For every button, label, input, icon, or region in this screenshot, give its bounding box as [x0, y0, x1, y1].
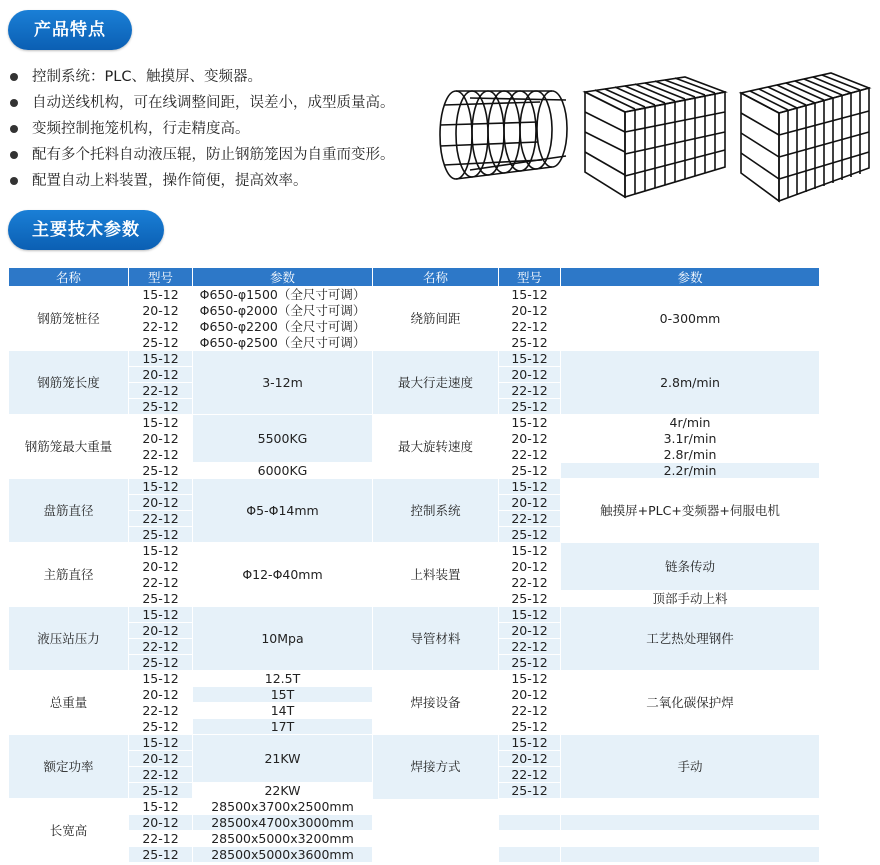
spec-table [8, 268, 820, 862]
table-row: 25-12 6000KG 25-12 2.2r/min [9, 463, 820, 479]
table-row: 22-12 22-12 [9, 767, 820, 783]
feature-item: 控制系统：PLC、触摸屏、变频器。 [8, 64, 395, 90]
table-row: 25-12 17T 25-12 [9, 719, 820, 735]
feature-item: 自动送线机构，可在线调整间距，误差小，成型质量高。 [8, 90, 395, 116]
header-name: 名称 [9, 268, 129, 287]
table-row: 20-12 28500x4700x3000mm [9, 815, 820, 831]
table-row: 22-12 28500x5000x3200mm [9, 831, 820, 847]
table-row: 25-12 28500x5000x3600mm [9, 847, 820, 863]
table-row: 总重量 15-12 12.5T 焊接设备 15-12 二氧化碳保护焊 [9, 671, 820, 687]
round-cage-image [434, 80, 574, 185]
table-row: 20-12 20-12 [9, 495, 820, 511]
bullet-icon [10, 73, 18, 81]
table-row: 20-12 20-12 [9, 559, 820, 575]
table-row: 25-12 25-12 [9, 655, 820, 671]
features-list [8, 64, 395, 194]
table-header-row [9, 268, 820, 287]
table-row: 22-12 14T 22-12 [9, 703, 820, 719]
table-row: 20-12 20-12 3.1r/min [9, 431, 820, 447]
header-param: 参数 [561, 268, 820, 287]
table-row: 25-12 25-12 [9, 527, 820, 543]
table-row: 主筋直径 15-12 Φ12-Φ40mm 上料装置 15-12 链条传动 [9, 543, 820, 559]
table-row: 额定功率 15-12 21KW 焊接方式 15-12 手动 [9, 735, 820, 751]
header-model: 型号 [499, 268, 561, 287]
table-row: 22-12 22-12 [9, 575, 820, 591]
table-row: 25-12 25-12 顶部手动上料 [9, 591, 820, 607]
table-row: 22-12 22-12 2.8r/min [9, 447, 820, 463]
feature-item: 配有多个托料自动液压辊，防止钢筋笼因为自重而变形。 [8, 142, 395, 168]
bullet-icon [10, 99, 18, 107]
table-row: 钢筋笼长度 15-12 3-12m 最大行走速度 15-12 2.8m/min [9, 351, 820, 367]
bullet-icon [10, 125, 18, 133]
table-row: 20-12 15T 20-12 [9, 687, 820, 703]
features-title: 产品特点 [8, 10, 132, 50]
square-cage-image [580, 72, 730, 202]
feature-item: 变频控制拖笼机构，行走精度高。 [8, 116, 395, 142]
table-row: 20-12 Φ650-φ2000（全尺寸可调） 20-12 [9, 303, 820, 319]
table-row: 20-12 20-12 [9, 367, 820, 383]
header-name: 名称 [373, 268, 499, 287]
table-row: 22-12 22-12 [9, 639, 820, 655]
table-row: 25-12 22KW 25-12 [9, 783, 820, 799]
specs-title: 主要技术参数 [8, 210, 164, 250]
table-row: 盘筋直径 15-12 Φ5-Φ14mm 控制系统 15-12 触摸屏+PLC+变频器+伺服电机 [9, 479, 820, 495]
table-row: 22-12 22-12 [9, 511, 820, 527]
rect-cage-image [736, 68, 874, 206]
table-row: 20-12 20-12 [9, 623, 820, 639]
table-row: 20-12 20-12 [9, 751, 820, 767]
table-row: 液压站压力 15-12 10Mpa 导管材料 15-12 工艺热处理钢件 [9, 607, 820, 623]
bullet-icon [10, 177, 18, 185]
bullet-icon [10, 151, 18, 159]
table-row: 25-12 Φ650-φ2500（全尺寸可调） 25-12 [9, 335, 820, 351]
table-row: 22-12 22-12 [9, 383, 820, 399]
table-row: 钢筋笼最大重量 15-12 5500KG 最大旋转速度 15-12 4r/min [9, 415, 820, 431]
table-row: 22-12 Φ650-φ2200（全尺寸可调） 22-12 [9, 319, 820, 335]
table-row: 长宽高 15-12 28500x3700x2500mm [9, 799, 820, 815]
table-row: 钢筋笼桩径 15-12 Φ650-φ1500（全尺寸可调） 绕筋间距 15-12 0-300mm [9, 287, 820, 303]
table-row: 25-12 25-12 [9, 399, 820, 415]
feature-item: 配置自动上料装置，操作简便，提高效率。 [8, 168, 395, 194]
header-param: 参数 [193, 268, 373, 287]
header-model: 型号 [129, 268, 193, 287]
